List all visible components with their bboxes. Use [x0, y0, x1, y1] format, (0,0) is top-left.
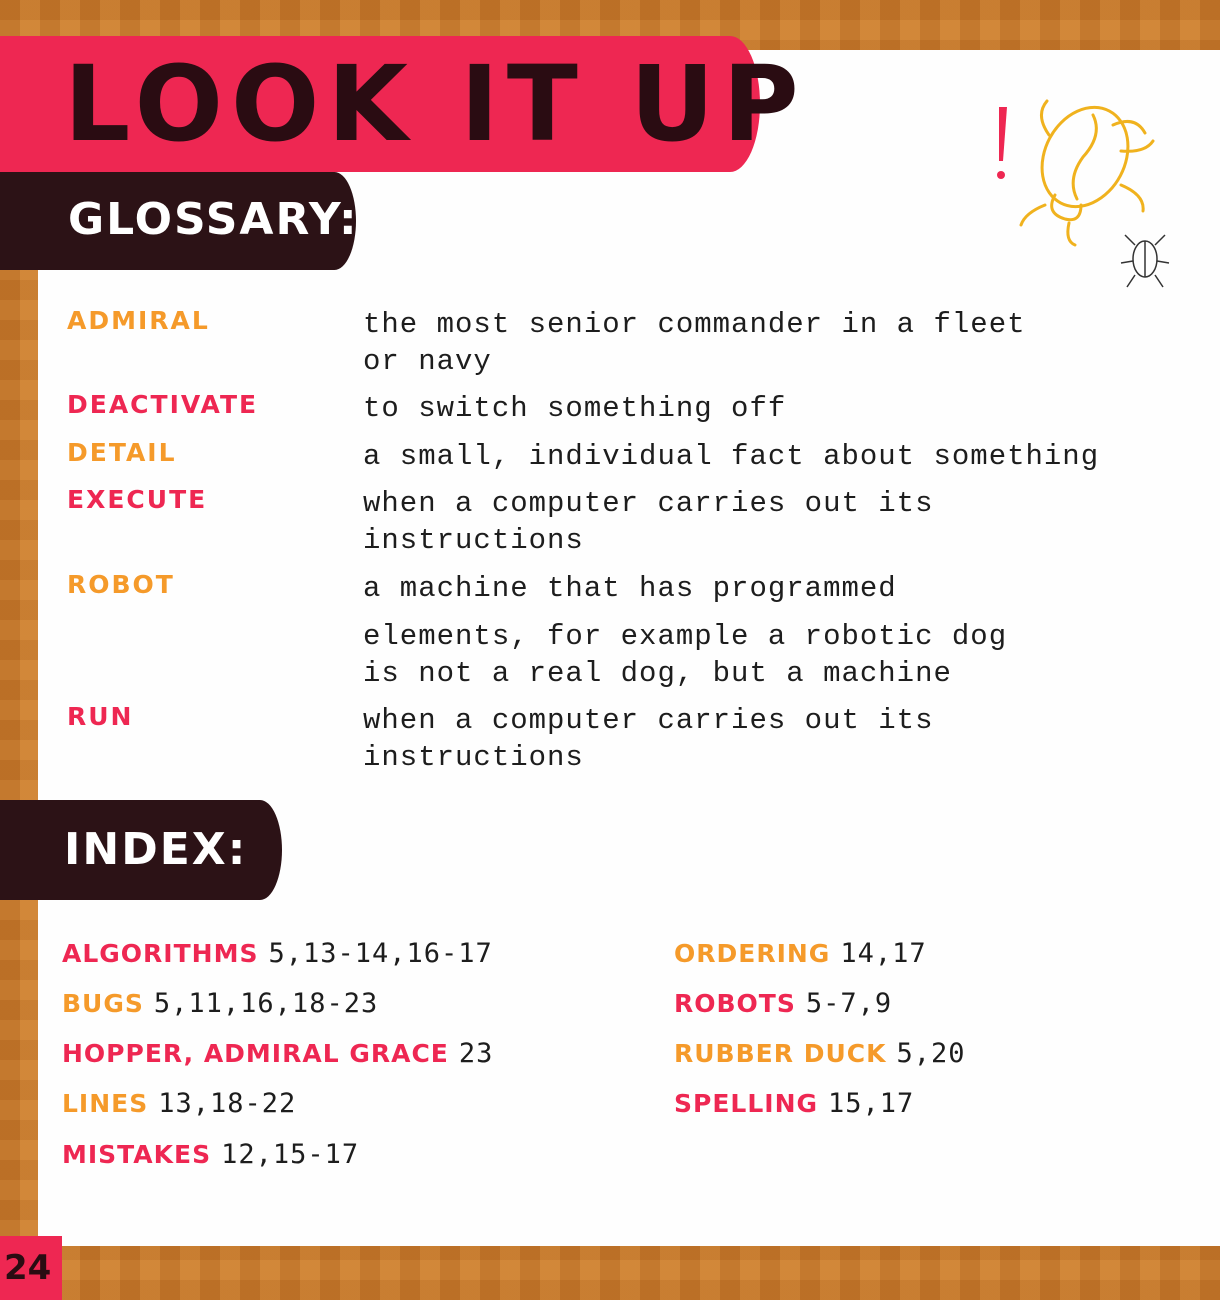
index-term: MISTAKES [62, 1140, 212, 1169]
index-term: RUBBER DUCK [674, 1039, 887, 1068]
index-entry [674, 1088, 914, 1119]
index-term: ROBOTS [674, 989, 796, 1018]
index-entry [674, 938, 927, 969]
page-number: 24 [4, 1248, 52, 1288]
index-term: ALGORITHMS [62, 939, 259, 968]
glossary-definition: when a computer carries out its instructions [363, 704, 934, 774]
index-entry [674, 988, 892, 1019]
glossary-term: RUN [67, 702, 134, 731]
index-term: SPELLING [674, 1089, 819, 1118]
page-number-box [0, 1236, 62, 1300]
glossary-heading-tab [0, 172, 359, 270]
index-pages: 23 [458, 1038, 494, 1069]
index-pages: 15,17 [828, 1088, 915, 1119]
index-pages: 5,11,16,18-23 [153, 988, 379, 1019]
index-pages: 14,17 [840, 938, 927, 969]
glossary-heading: GLOSSARY: [68, 194, 359, 245]
index-pages: 5,20 [896, 1038, 966, 1069]
glossary-definition: a machine that has programmed [363, 572, 897, 605]
glossary-definition: a small, individual fact about something [363, 440, 1100, 473]
index-pages: 5-7,9 [805, 988, 893, 1019]
index-term: ORDERING [674, 939, 831, 968]
index-entry [62, 1139, 359, 1170]
index-entry [62, 1088, 296, 1119]
glossary-definition: the most senior commander in a fleet or navy [363, 308, 1026, 378]
index-pages: 12,15-17 [221, 1139, 360, 1170]
glossary-definition: when a computer carries out its instructions [363, 487, 934, 557]
index-entry [674, 1038, 966, 1069]
glossary-definition: to switch something off [363, 392, 787, 425]
glossary-term: DEACTIVATE [67, 390, 259, 419]
index-term: LINES [62, 1089, 149, 1118]
index-entry [62, 1038, 493, 1069]
beetle-doodle-icon [985, 95, 1175, 295]
index-term: BUGS [62, 989, 144, 1018]
index-entry [62, 938, 493, 969]
page-title: LOOK IT UP [64, 43, 807, 165]
glossary-definition: elements, for example a robotic dog is not a real dog, but a machine [363, 620, 1008, 690]
index-term: HOPPER, ADMIRAL GRACE [62, 1039, 449, 1068]
index-entry [62, 988, 378, 1019]
glossary-term: ADMIRAL [67, 306, 210, 335]
glossary-term: DETAIL [67, 438, 177, 467]
index-heading-tab [0, 800, 282, 900]
glossary-term: EXECUTE [67, 485, 208, 514]
glossary-term: ROBOT [67, 570, 175, 599]
index-heading: INDEX: [64, 824, 248, 875]
index-pages: 5,13-14,16-17 [268, 938, 493, 969]
index-pages: 13,18-22 [158, 1088, 297, 1119]
